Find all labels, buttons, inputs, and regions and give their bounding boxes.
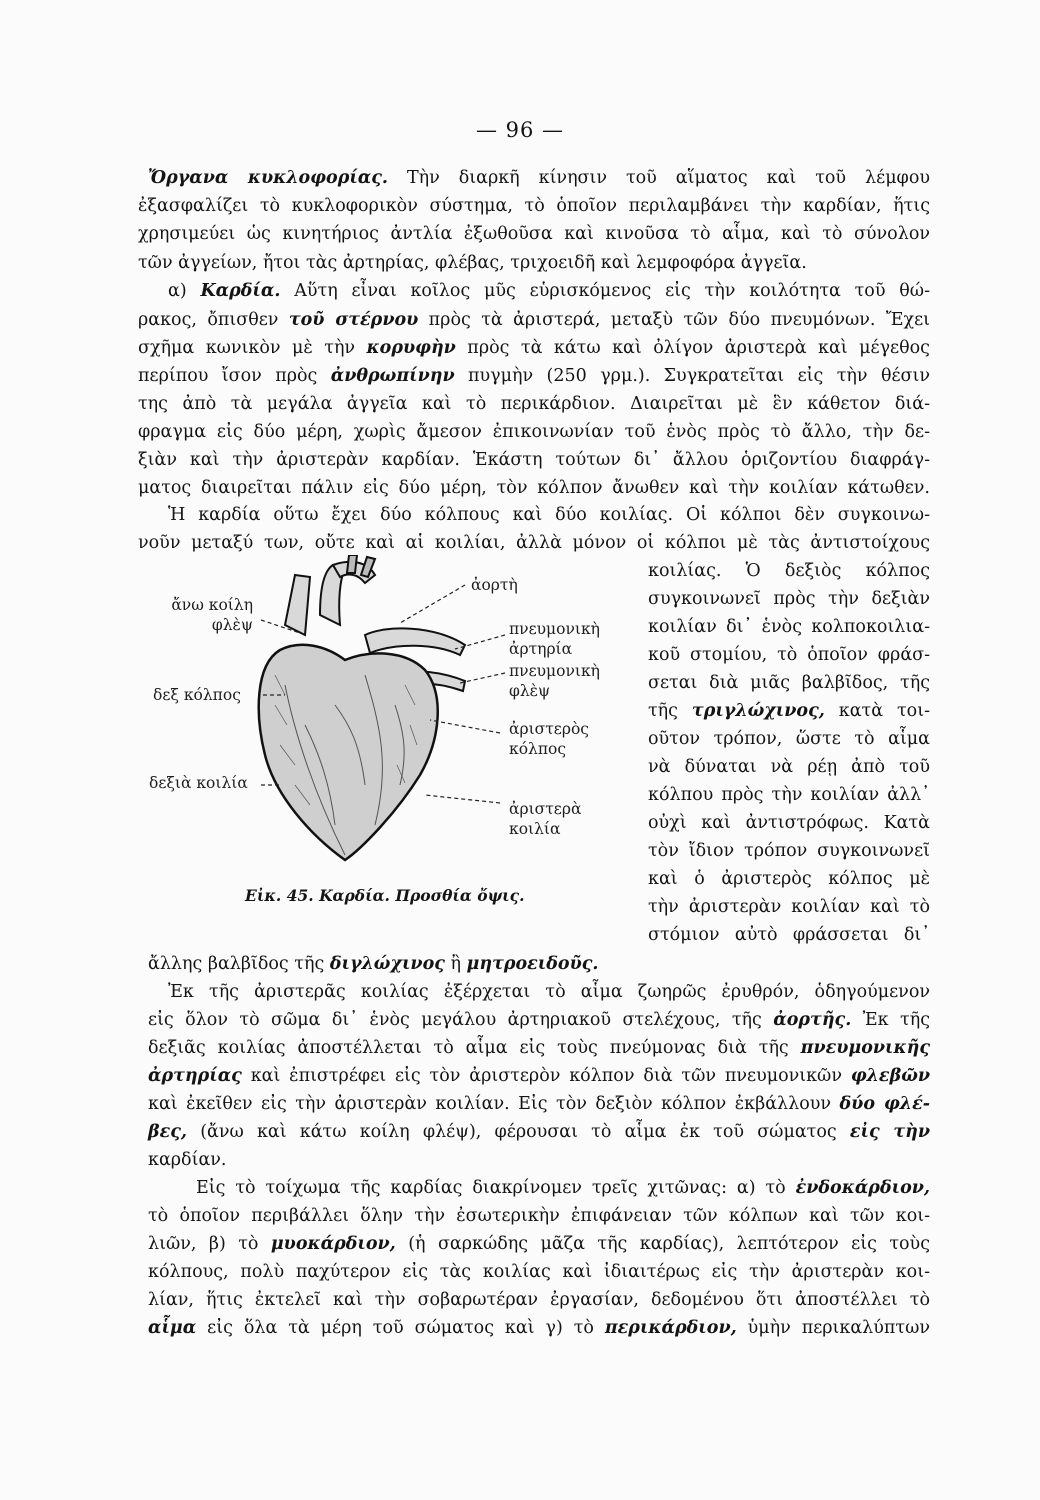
side-line10: οὐχὶ καὶ ἀντιστρόφως. Κατὰ	[648, 813, 930, 833]
text: Αὕτη εἶναι κοῖλος μῦς εὑρισκόμενος εἰς τὴν κοιλότητα τοῦ θώ-	[280, 281, 930, 301]
para2-line3	[138, 336, 930, 360]
page-number: — 96 —	[475, 118, 565, 142]
text: λιῶν, β) τὸ	[148, 1234, 271, 1254]
pulmonary-artery-shape	[365, 628, 465, 655]
para2-line2	[138, 308, 930, 332]
text: πνευμονικὴ	[509, 662, 600, 680]
emphasis: βες,	[148, 1122, 188, 1142]
text: καὶ ἐπιστρέφει εἰς τὸν ἀριστερὸν κόλπον διὰ τῶν πνευμονικῶν	[241, 1066, 851, 1086]
side-line11: τὸν ἴδιον τρόπον συγκοινωνεῖ	[648, 841, 930, 861]
text: δεξιᾶς κοιλίας ἀποστέλλεται τὸ αἷμα εἰς τοὺς πνεύμονας διὰ τῆς	[148, 1038, 801, 1058]
text: εἰς ὅλα τὰ μέρη τοῦ σώματος καὶ γ) τὸ	[196, 1318, 605, 1338]
label-left-atrium	[509, 719, 589, 759]
label-pulmonary-artery	[509, 619, 600, 659]
text: ὑμὴν περικαλύπτων	[736, 1318, 930, 1338]
side-line14: στόμιον αὐτὸ φράσσεται δι᾿	[648, 925, 930, 945]
text: Τὴν διαρκῆ κίνησιν τοῦ αἵματος καὶ τοῦ λέμφου	[388, 168, 930, 188]
branch-1	[347, 555, 357, 573]
emphasis: φλεβῶν	[850, 1066, 930, 1086]
para6-line3	[148, 1232, 930, 1256]
text: φλὲψ	[509, 682, 551, 700]
text: πρὸς τὰ ἀριστερά, μεταξὺ τῶν δύο πνευμόνων. Ἔχει	[418, 310, 931, 330]
text: πρὸς τὰ κάτω καὶ ὀλίγον ἀριστερὰ καὶ μέγεθος	[455, 338, 930, 358]
side-line1: κοιλίας. Ὁ δεξιὸς κόλπος	[648, 561, 930, 581]
para4-line1	[148, 952, 599, 976]
label-right-atrium: δεξ κόλπος	[153, 686, 241, 704]
label-right-ventricle: δεξιὰ κοιλία	[149, 774, 248, 792]
para2-line8: ματος διαιρεῖται πάλιν εἰς δύο μέρη, τὸν κόλπον ἄνωθεν καὶ τὴν κοιλίαν κάτωθεν.	[138, 478, 930, 498]
emphasis: ἀνθρωπίνην	[330, 366, 455, 386]
side-line8: νὰ δύναται νὰ ρέῃ ἀπὸ τοῦ	[648, 757, 930, 777]
para5-line3	[148, 1036, 930, 1060]
text: ἄλλης βαλβῖδος τῆς	[148, 954, 330, 974]
text: σχῆμα κωνικὸν μὲ τὴν	[138, 338, 367, 358]
para5-line1: Ἐκ τῆς ἀριστερᾶς κοιλίας ἐξέρχεται τὸ αἷμα ζωηρῶς ἐρυθρόν, ὁδηγούμενον	[168, 982, 930, 1002]
para1-line2: ἐξασφαλίζει τὸ κυκλοφορικὸν σύστημα, τὸ ὁποῖον περιλαμβάνει τὴν καρδίαν, ἥτις	[138, 196, 930, 216]
text: κόλπος	[509, 740, 567, 758]
leader-aorta	[400, 585, 465, 623]
text: ἀριστερὸς	[509, 720, 589, 738]
para2-line4	[138, 364, 930, 388]
text: (ἄνω καὶ κάτω κοίλη φλέψ), φέρουσαι τὸ αἷμα ἐκ τοῦ σώματος	[187, 1122, 850, 1142]
para6-line1	[196, 1176, 930, 1200]
emphasis: ἀρτηρίας	[148, 1066, 242, 1086]
text: ἀρτηρία	[509, 640, 573, 658]
label-pulmonary-vein	[509, 661, 600, 701]
superior-vena-cava-shape	[285, 575, 310, 635]
emphasis: τοῦ στέρνου	[288, 310, 419, 330]
para3-line2: νοῦν μεταξύ των, οὔτε καὶ αἱ κοιλίαι, ἀλλὰ μόνον οἱ κόλποι μὲ τὰς ἀντιστοίχους	[138, 533, 930, 553]
para5-line5	[148, 1092, 930, 1116]
section-heading-circulation: Ὄργανα κυκλοφορίας.	[148, 168, 389, 188]
emphasis: αἷμα	[148, 1318, 197, 1338]
emphasis: ἀορτῆς.	[773, 1010, 852, 1030]
text: κατὰ τοι-	[824, 701, 930, 721]
emphasis: διγλώχινος	[329, 954, 445, 974]
label-superior-vena-cava	[143, 595, 253, 635]
text: κοιλία	[509, 820, 561, 838]
emphasis: ἐνδοκάρδιον,	[795, 1178, 930, 1198]
text: πνευμονικὴ	[509, 620, 600, 638]
side-line2: συγκοινωνεῖ πρὸς τὴν δεξιὰν	[648, 589, 930, 609]
text: ἄνω κοίλη	[171, 596, 253, 614]
para6-line2: τὸ ὁποῖον περιβάλλει ὅλην τὴν ἐσωτερικὴν ἐπιφάνειαν τῶν κόλπων καὶ τῶν κοι-	[148, 1206, 930, 1226]
leader-left-ventricle	[425, 795, 500, 803]
text: ἀριστερὰ	[509, 800, 582, 818]
para1-line3: χρησιμεύει ὡς κινητήριος ἀντλία ἐξωθοῦσα καὶ κινοῦσα τὸ αἷμα, καὶ τὸ σύνολον	[138, 224, 930, 244]
para1-line1	[148, 166, 930, 190]
para6-line5: λίαν, ἥτις ἐκτελεῖ καὶ τὴν σοβαρωτέραν ἐργασίαν, δεδομένου ὅτι ἀποστέλλει τὸ	[148, 1290, 930, 1310]
para5-line4	[148, 1064, 930, 1088]
text: Ἐκ τῆς	[851, 1010, 930, 1030]
para3-line1: Ἡ καρδία οὕτω ἔχει δύο κόλπους καὶ δύο κοιλίας. Οἱ κόλποι δὲν συγκοινω-	[168, 505, 930, 525]
para1-line4: τῶν ἀγγείων, ἤτοι τὰς ἀρτηρίας, φλέβας, τριχοειδῆ καὶ λεμφοφόρα ἀγγεῖα.	[138, 253, 807, 273]
side-line12: καὶ ὁ ἀριστερὸς κόλπος μὲ	[648, 869, 930, 889]
para2-line1	[168, 279, 930, 303]
side-line9: κόλπου πρὸς τὴν κοιλίαν ἀλλ᾿	[648, 785, 930, 805]
label-aorta: ἀορτὴ	[471, 576, 518, 594]
text: (ἡ σαρκώδης μᾶζα τῆς καρδίας), λεπτότερον εἰς τοὺς	[395, 1234, 930, 1254]
figure-caption: Εἰκ. 45. Καρδία. Προσθία ὄψις.	[245, 886, 525, 905]
emphasis: πνευμονικῆς	[800, 1038, 930, 1058]
para6-line4: κόλπους, πολὺ παχύτερον εἰς τὰς κοιλίας καὶ ἰδιαιτέρως εἰς τὴν ἀριστερὰν κοι-	[148, 1262, 930, 1282]
text: ἢ	[444, 954, 467, 974]
emphasis: μυοκάρδιον,	[270, 1234, 396, 1254]
text: φλὲψ	[211, 616, 253, 634]
emphasis: τριγλώχινος,	[691, 701, 825, 721]
side-line5: σεται διὰ μιᾶς βαλβῖδος, τῆς	[648, 673, 930, 693]
para2-line5: της ἀπὸ τὰ μεγάλα ἀγγεῖα καὶ τὸ περικάρδιον. Διαιρεῖται μὲ ἓν κάθετον διά-	[138, 394, 930, 414]
text: Εἰς τὸ τοίχωμα τῆς καρδίας διακρίνομεν τρεῖς χιτῶνας: α) τὸ	[196, 1178, 796, 1198]
leader-pulm-vein	[460, 673, 505, 683]
para5-line2	[148, 1008, 930, 1032]
para5-line7: καρδίαν.	[148, 1150, 227, 1170]
emphasis: κορυφὴν	[366, 338, 456, 358]
side-line13: τὴν ἀριστερὰν κοιλίαν καὶ τὸ	[648, 897, 930, 917]
heart-figure	[135, 555, 625, 915]
emphasis: εἰς τὴν	[849, 1122, 930, 1142]
text: εἰς ὅλον τὸ σῶμα δι᾿ ἑνὸς μεγάλου ἀρτηριακοῦ στελέχους, τῆς	[148, 1010, 774, 1030]
side-line7: οῦτον τρόπον, ὥστε τὸ αἷμα	[648, 729, 930, 749]
side-line6	[648, 699, 930, 723]
side-line4: κοῦ στομίου, τὸ ὁποῖον φράσ-	[648, 645, 930, 665]
label-left-ventricle	[509, 799, 581, 839]
text: α)	[168, 281, 201, 301]
para5-line6	[148, 1120, 930, 1144]
leader-left-atrium	[430, 720, 500, 733]
text: τῆς	[648, 701, 692, 721]
emphasis: μητροειδοῦς.	[466, 954, 599, 974]
text: πυγμὴν (250 γρμ.). Συγκρατεῖται εἰς τὴν θέσιν	[454, 366, 930, 386]
para2-line7: ξιὰν καὶ τὴν ἀριστερὰν καρδίαν. Ἑκάστη τούτων δι᾿ ἄλλου ὁριζοντίου διαφράγ-	[138, 450, 930, 470]
para6-line6	[148, 1316, 930, 1340]
leader-pulm-artery	[455, 635, 505, 649]
para2-line6: φραγμα εἰς δύο μέρη, χωρὶς ἄμεσον ἐπικοινωνίαν τοῦ ἑνὸς πρὸς τὸ ἄλλο, τὴν δε-	[138, 422, 930, 442]
emphasis: περικάρδιον,	[604, 1318, 737, 1338]
section-heading-heart: Καρδία.	[200, 281, 281, 301]
side-line3: κοιλίαν δι᾿ ἑνὸς κολποκοιλια-	[648, 617, 930, 637]
text: περίπου ἴσον πρὸς	[138, 366, 331, 386]
emphasis: δύο φλέ-	[839, 1094, 930, 1114]
text: καὶ ἐκεῖθεν εἰς τὴν ἀριστερὰν κοιλίαν. Εἰς τὸν δεξιὸν κόλπον ἐκβάλλουν	[148, 1094, 840, 1114]
text: ρακος, ὄπισθεν	[138, 310, 289, 330]
